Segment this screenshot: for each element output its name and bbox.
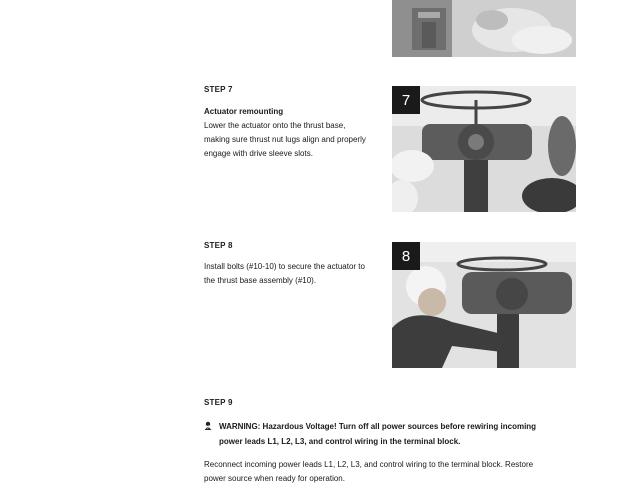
step-7-heading: STEP 7 (204, 85, 233, 94)
step-9-text (204, 458, 624, 486)
step-9-heading: STEP 9 (204, 398, 233, 407)
step-8-heading: STEP 8 (204, 241, 233, 250)
text-line: Lower the actuator onto the thrust base, (204, 121, 346, 130)
warning-line: power leads L1, L2, L3, and control wiring in the terminal block. (219, 437, 461, 446)
text-line: Reconnect incoming power leads L1, L2, L3, and control wiring to the terminal block. Restore (204, 460, 534, 469)
step-7-subheading: Actuator remounting (204, 107, 284, 116)
hazard-voltage-icon (203, 421, 213, 431)
step-7-photo (392, 86, 576, 212)
text-line: the thrust base assembly (#10). (204, 276, 317, 285)
warning-line: WARNING: Hazardous Voltage! Turn off all power sources before rewiring incoming (219, 422, 537, 431)
text-line: making sure thrust nut lugs align and properly (204, 135, 366, 144)
step-8-text (204, 260, 384, 288)
text-line: engage with drive sleeve slots. (204, 149, 313, 158)
text-line: power source when ready for operation. (204, 474, 345, 483)
step-9-warning (219, 419, 619, 449)
previous-step-photo-art (392, 0, 576, 57)
step-8-photo-badge: 8 (392, 242, 420, 270)
previous-step-photo (392, 0, 576, 57)
step-7-text (204, 119, 384, 161)
step-8-photo (392, 242, 576, 368)
text-line: Install bolts (#10-10) to secure the actuator to (204, 262, 365, 271)
step-7-photo-badge: 7 (392, 86, 420, 114)
